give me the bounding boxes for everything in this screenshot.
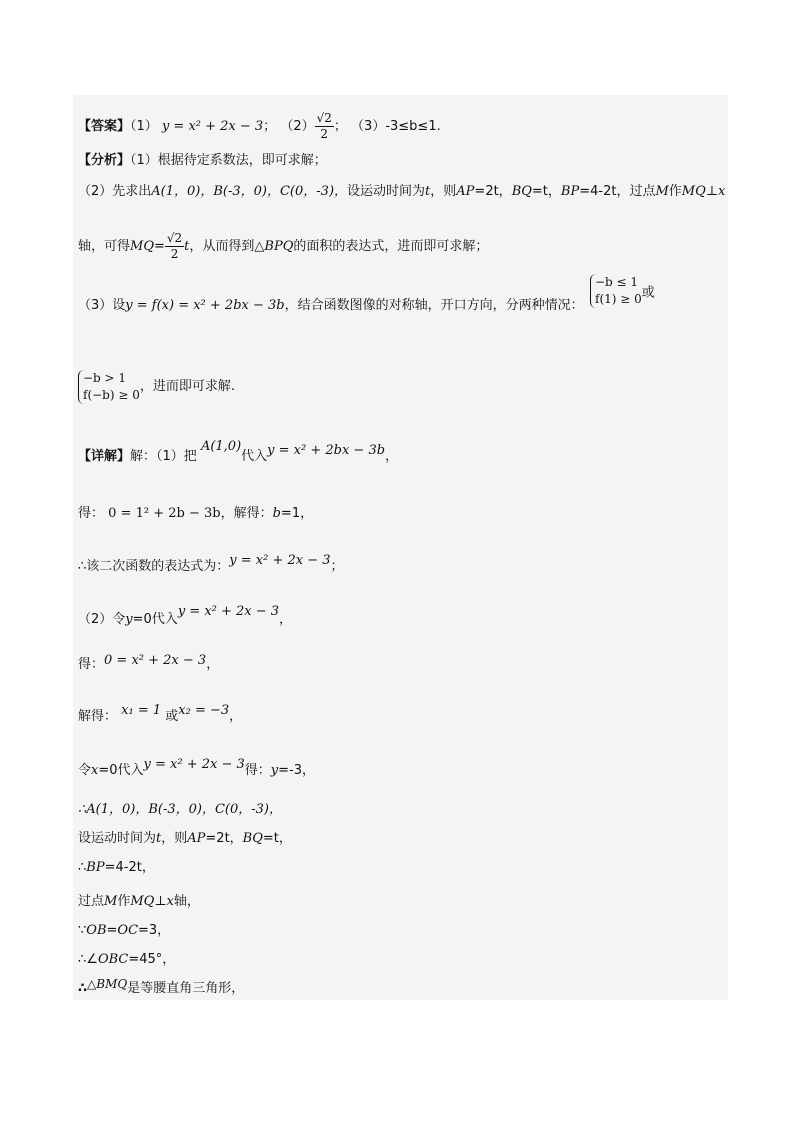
analysis-line-1: 【分析】（1）根据待定系数法，即可求解； [78,153,327,168]
detail-line-2: 得： 0 = 1² + 2b − 3b，解得：b=1， [78,506,314,521]
answer-formula-1: y = x² + 2x − 3 [161,119,264,134]
analysis-line-4: （3）设y = f(x) = x² + 2bx − 3b，结合函数图像的对称轴，开口方向，分两种情况： [78,298,584,313]
answer-label: 【答案】 [78,119,131,134]
detail-line-1: 【详解】解：（1）把 A(1,0)代入y = x² + 2bx − 3b， [78,439,399,464]
analysis-line-5: −b > 1 f(−b) ≥ 0 ，进而即可求解. [78,370,235,404]
detail-line-12: ∵OB=OC=3， [78,923,171,938]
detail-line-11: 过点M作MQ⊥x轴， [78,894,200,909]
detail-line-4: （2）令y=0代入y = x² + 2x − 3， [78,604,293,627]
detail-line-14: ∴△BMQ是等腰直角三角形， [78,977,245,996]
detail-line-3: ∴该二次函数的表达式为：y = x² + 2x − 3； [78,553,344,574]
analysis-line-2: （2）先求出A(1，0)，B(-3，0)，C(0，-3)，设运动时间为t，则AP=2t，BQ=t，BP=4-2t，过点M作MQ⊥x [78,184,726,199]
detail-line-10: ∴BP=4-2t， [78,860,155,875]
answer-fraction: $\frac{√2}{2}$ [316,111,332,141]
answer-range: -3≤b≤1. [385,119,441,134]
analysis-label: 【分析】 [78,153,131,168]
detail-line-7: 令x=0代入y = x² + 2x − 3得：y=-3， [78,757,315,778]
detail-label: 【详解】 [78,449,131,464]
detail-line-5: 得：0 = x² + 2x − 3， [78,653,220,672]
analysis-fraction: $\frac{√2}{2}$ [166,231,183,261]
answer-line: 【答案】（1） y = x² + 2x − 3； （2） $\frac{√2}{2}$ ； （3）-3≤b≤1. [78,111,441,141]
detail-line-9: 设运动时间为t，则AP=2t，BQ=t， [78,831,292,846]
detail-line-6: 解得： x₁ = 1 或x₂ = −3， [78,703,243,724]
case-system-a: −b ≤ 1 f(1) ≥ 0 或 [590,274,655,308]
case-system-b: −b > 1 f(−b) ≥ 0 [78,370,140,404]
analysis-line-3: 轴，可得MQ= $\frac{√2}{2}$ t，从而得到△BPQ的面积的表达式，进而即可求解； [78,231,489,261]
detail-line-13: ∴∠OBC=45°， [78,952,176,967]
detail-line-8: ∴A(1，0)，B(-3，0)，C(0，-3)， [78,802,283,817]
